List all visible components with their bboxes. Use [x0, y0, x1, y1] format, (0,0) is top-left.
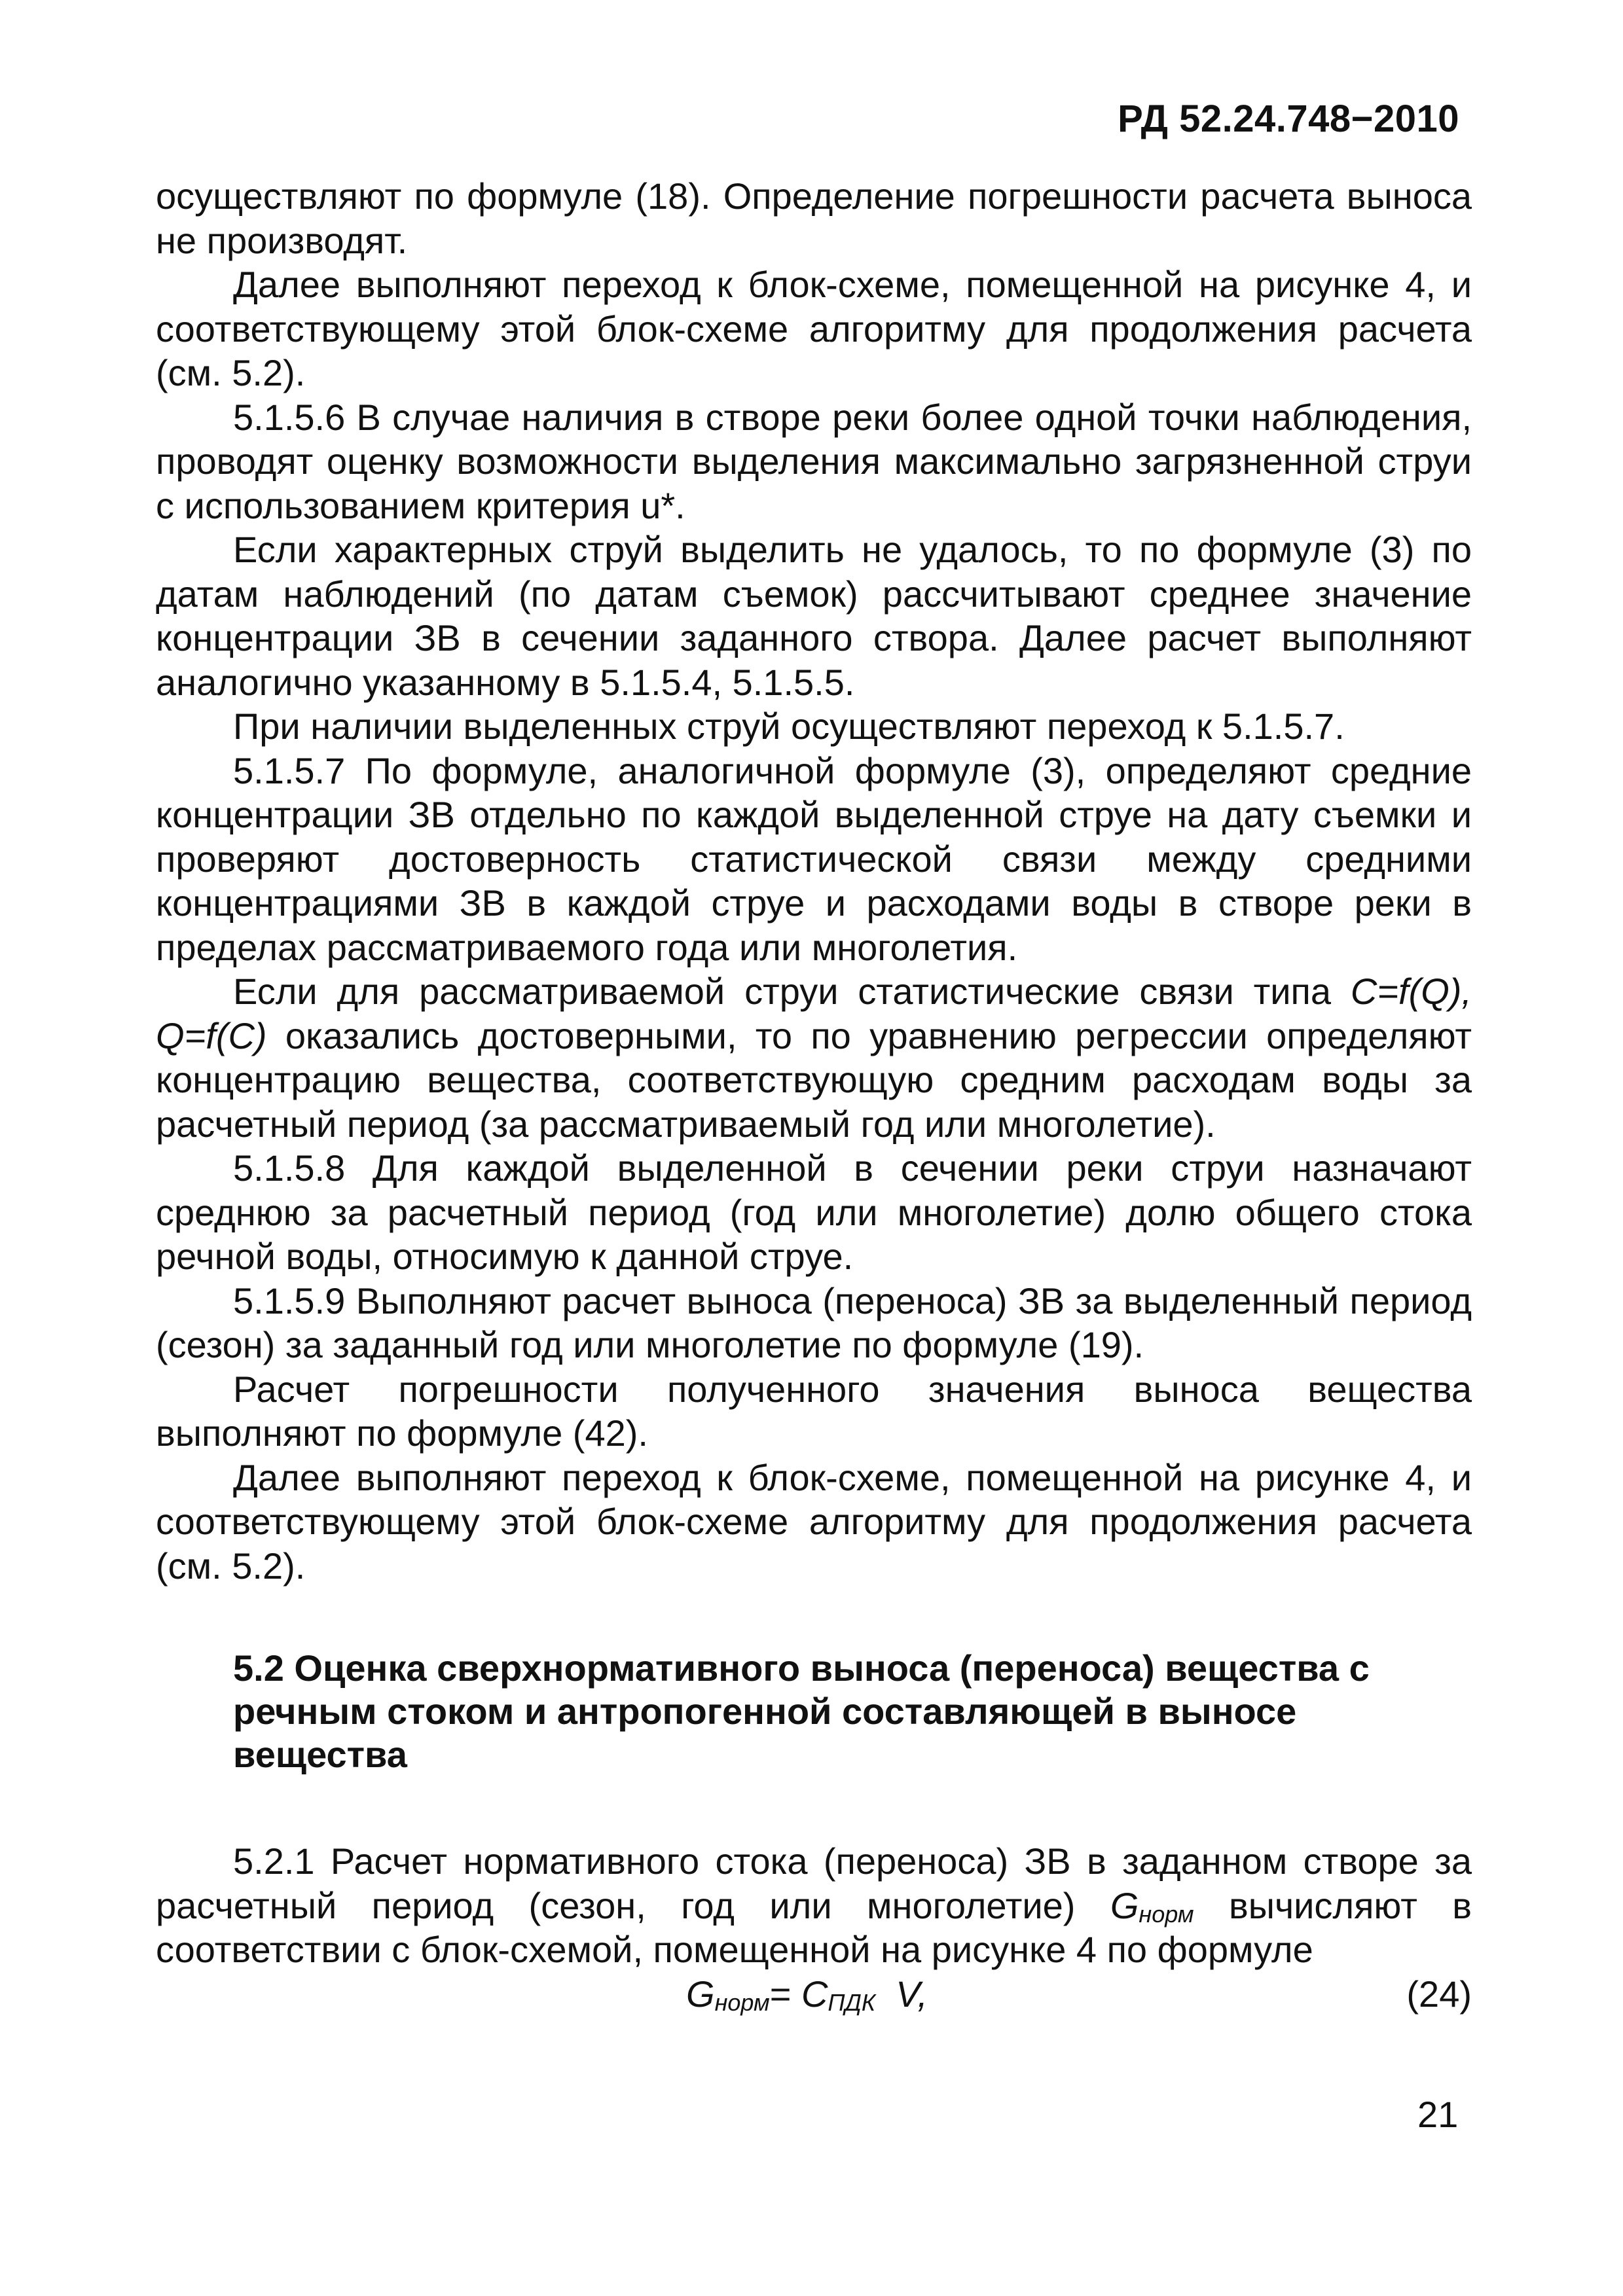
page-body — [156, 174, 1472, 2019]
paragraph-1: осуществляют по формуле (18). Определение погрешности расчета выноса не производят. — [156, 175, 1472, 261]
regression-formula: C=f(Q), Q=f(C) — [156, 971, 1472, 1056]
paragraph-next-step: Далее выполняют переход к блок-схеме, помещенной на рисунке 4, и соответствующему этой блок-схеме алгоритму для продолжения расчета (см. 5.2). — [156, 1456, 1472, 1587]
formula-c-sub: ПДК — [828, 1988, 876, 2016]
paragraph-5-1-5-7: 5.1.5.7 По формуле, аналогичной формуле (3), определяют средние концентрации ЗВ отдельно по каждой выделенной струе на дату съемки и проверяют достоверность статистической связи между средними концентрациями ЗВ в каждой струе и расходами воды в створе реки в пределах рассматриваемого года или многолетия. — [156, 749, 1472, 968]
paragraph-5: При наличии выделенных струй осуществляют переход к 5.1.5.7. — [233, 706, 1345, 747]
regression-text-before: Если для рассматриваемой струи статистические связи типа — [233, 971, 1351, 1012]
paragraph-regression — [156, 969, 1472, 1146]
paragraph-5-1-5-6: 5.1.5.6 В случае наличия в створе реки более одной точки наблюдения, проводят оценку возможности выделения максимально загрязненной струи с использованием критерия u*. — [156, 396, 1472, 526]
regression-text-after: оказались достоверными, то по уравнению регрессии определяют концентрацию вещества, соответствующую средним расходам воды за расчетный период (за рассматриваемый год или многолетие). — [156, 1014, 1472, 1145]
paragraph-2: Далее выполняют переход к блок-схеме, помещенной на рисунке 4, и соответствующему этой блок-схеме алгоритму для продолжения расчета (см. 5.2). — [156, 264, 1472, 393]
formula-c: C — [801, 1973, 828, 2015]
formula-24-expression — [686, 1972, 928, 2017]
formula-24-number: (24) — [1406, 1973, 1472, 2015]
paragraph-5-1-5-9: 5.1.5.9 Выполняют расчет выноса (переноса) ЗВ за выделенный период (сезон) за заданный год или многолетие по формуле (19). — [156, 1280, 1472, 1365]
section-title-5-2: 5.2 Оценка сверхнормативного выноса (переноса) вещества с речным стоком и антропогенной составляющей в выносе вещества — [233, 1647, 1370, 1775]
formula-lhs-sub: норм — [714, 1988, 770, 2016]
g-norm-symbol: G — [1110, 1884, 1139, 1926]
document-code-header: РД 52.24.748−2010 — [1118, 98, 1459, 140]
paragraph-error-calc: Расчет погрешности полученного значения выноса вещества выполняют по формуле (42). — [156, 1368, 1472, 1454]
formula-v: V, — [896, 1973, 928, 2015]
formula-lhs: G — [686, 1973, 715, 2015]
page-number: 21 — [1417, 2094, 1459, 2135]
formula-24 — [156, 1972, 1472, 2019]
paragraph-5-1-5-8: 5.1.5.8 Для каждой выделенной в сечении реки струи назначают среднюю за расчетный период (год или многолетие) долю общего стока речной воды, относимую к данной струе. — [156, 1147, 1472, 1277]
formula-equals: = — [769, 1973, 801, 2015]
paragraph-4: Если характерных струй выделить не удалось, то по формуле (3) по датам наблюдений (по датам съемок) рассчитывают среднее значение концентрации ЗВ в сечении заданного створа. Далее расчет выполняют аналогично указанному в 5.1.5.4, 5.1.5.5. — [156, 529, 1472, 703]
para-521-after: вычисляют в соответствии с блок-схемой, помещенной на рисунке 4 по формуле — [156, 1884, 1472, 1970]
paragraph-5-2-1 — [156, 1839, 1472, 1972]
g-norm-subscript: норм — [1139, 1900, 1194, 1928]
para-521-before: 5.2.1 Расчет нормативного стока (переноса) ЗВ в заданном створе за расчетный период (сезон, год или многолетие) — [156, 1840, 1472, 1926]
